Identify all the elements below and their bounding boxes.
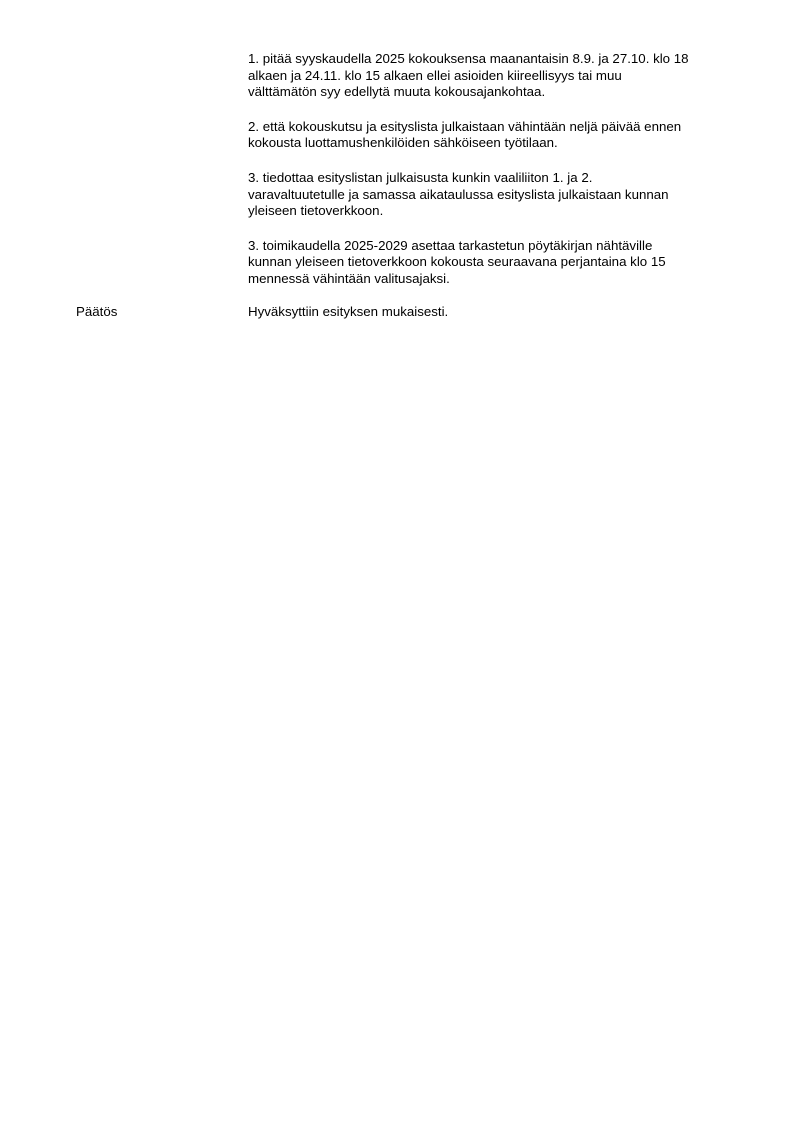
paragraph-3 <box>248 170 748 220</box>
paragraph-line: 3. toimikaudella 2025-2029 asettaa tarkastetun pöytäkirjan nähtäville <box>248 237 653 253</box>
paragraph-line: 2. että kokouskutsu ja esityslista julkaistaan vähintään neljä päivää ennen <box>248 118 682 134</box>
paragraph-2 <box>248 119 748 152</box>
decision-label: Päätös <box>76 304 118 319</box>
paragraph-1 <box>248 51 748 101</box>
paragraph-line: mennessä vähintään valitusajaksi. <box>248 270 450 286</box>
paragraph-line: 1. pitää syyskaudella 2025 kokouksensa maanantaisin 8.9. ja 27.10. klo 18 <box>248 51 689 66</box>
paragraph-line: alkaen ja 24.11. klo 15 alkaen ellei asioiden kiireellisyys tai muu <box>248 67 622 83</box>
proposal-paragraphs <box>248 51 748 306</box>
paragraph-4 <box>248 238 748 288</box>
paragraph-line: kunnan yleiseen tietoverkkoon kokousta seuraavana perjantaina klo 15 <box>248 254 666 270</box>
paragraph-line: yleiseen tietoverkkoon. <box>248 203 384 219</box>
paragraph-line: kokousta luottamushenkilöiden sähköiseen työtilaan. <box>248 135 558 151</box>
paragraph-line: välttämätön syy edellytä muuta kokousajankohtaa. <box>248 84 546 100</box>
decision-text: Hyväksyttiin esityksen mukaisesti. <box>248 304 449 319</box>
paragraph-line: varavaltuutetulle ja samassa aikataulussa esityslista julkaistaan kunnan <box>248 186 669 202</box>
paragraph-line: 3. tiedottaa esityslistan julkaisusta kunkin vaaliliiton 1. ja 2. <box>248 169 593 185</box>
